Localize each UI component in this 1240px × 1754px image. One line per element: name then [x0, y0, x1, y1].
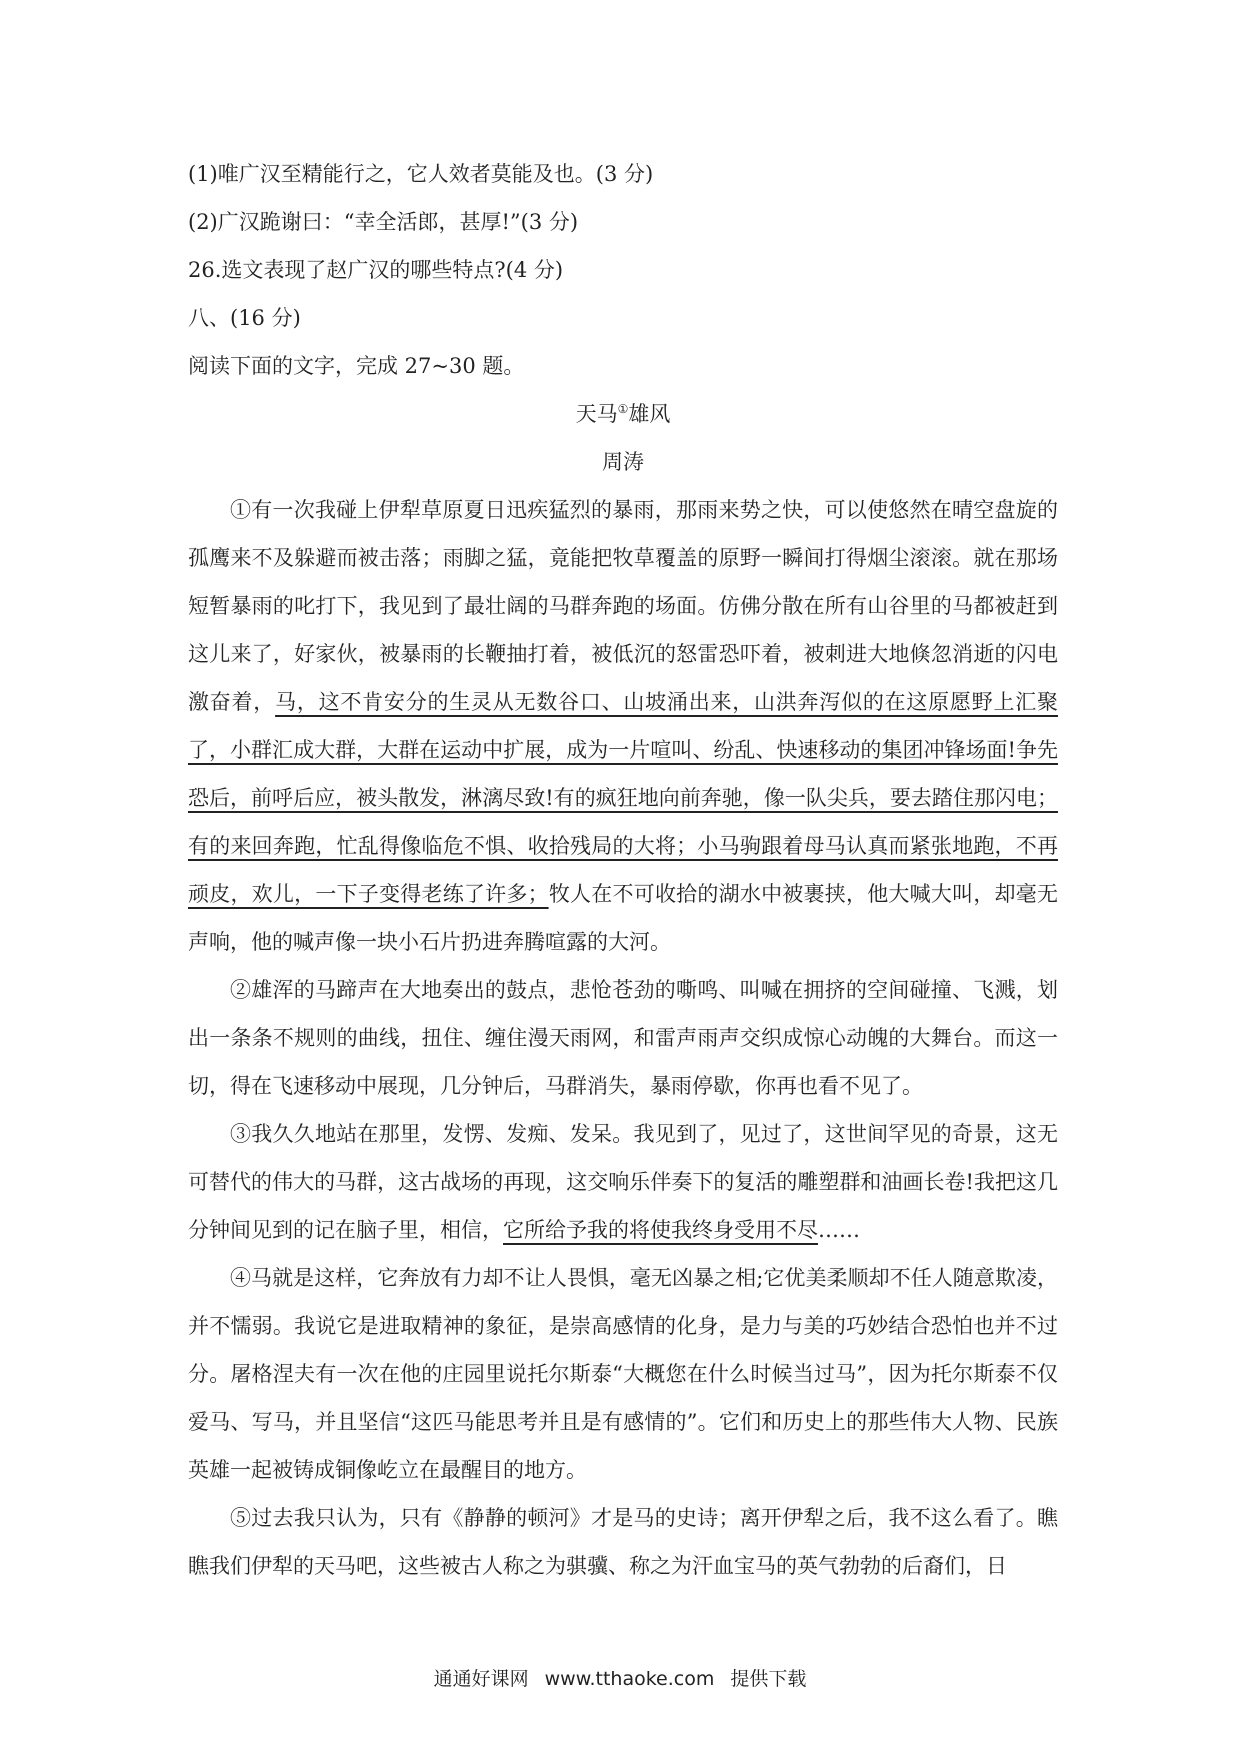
paragraph-3 — [188, 1110, 1058, 1254]
article-title-footnote-mark: ① — [617, 402, 629, 416]
document-page — [188, 150, 1058, 1590]
paragraph-4: ④马就是这样，它奔放有力却不让人畏惧，毫无凶暴之相;它优美柔顺却不任人随意欺凌，并不懦弱。我说它是进取精神的象征，是崇高感情的化身，是力与美的巧妙结合恐怕也并不过分。屠格涅夫有一次在他的庄园里说托尔斯泰“大概您在什么时候当过马”，因为托尔斯泰不仅爱马、写马，并且坚信“这匹马能思考并且是有感情的”。它们和历史上的那些伟大人物、民族英雄一起被铸成铜像屹立在最醒目的地方。 — [188, 1266, 1058, 1482]
paragraph-3-underlined: 它所给予我的将使我终身受用不尽 — [503, 1218, 818, 1242]
question-26: 26.选文表现了赵广汉的哪些特点?(4 分) — [188, 258, 564, 282]
paragraph-3-text-a: ③我久久地站在那里，发愣、发痴、发呆。我见到了，见过了，这世间罕见的奇景，这无可替代的伟大的马群，这古战场的再现，这交响乐伴奏下的复活的雕塑群和油画长卷!我把这几分钟间见到的记在脑子里，相信， — [188, 1122, 1058, 1242]
page-footer — [0, 1664, 1240, 1691]
paragraph-1 — [188, 486, 1058, 966]
section-instruction: 阅读下面的文字，完成 27~30 题。 — [188, 354, 525, 378]
article-author: 周涛 — [602, 450, 644, 474]
paragraph-1-text-b: 牧人在不可收拾的湖水中被裹挟，他大喊大叫，却毫无声响，他的喊声像一块小石片扔进奔腾喧露的大河。 — [188, 882, 1059, 954]
article-title — [188, 390, 1058, 438]
paragraph-5: ⑤过去我只认为，只有《静静的顿河》才是马的史诗；离开伊犁之后，我不这么看了。瞧瞧我们伊犁的天马吧，这些被古人称之为骐骥、称之为汗血宝马的英气勃勃的后裔们，日 — [188, 1506, 1058, 1578]
question-25-2: (2)广汉跪谢曰：“幸全活郎，甚厚!”(3 分) — [188, 210, 579, 234]
footer-url: www.tthaoke.com — [544, 1668, 715, 1690]
question-25-1: (1)唯广汉至精能行之，它人效者莫能及也。(3 分) — [188, 162, 654, 186]
footer-note: 提供下载 — [730, 1668, 807, 1690]
section-heading: 八、(16 分) — [188, 306, 301, 330]
paragraph-1-text-a: ①有一次我碰上伊犁草原夏日迅疾猛烈的暴雨，那雨来势之快，可以使悠然在晴空盘旋的孤鹰来不及躲避而被击落；雨脚之猛，竟能把牧草覆盖的原野一瞬间打得烟尘滚滚。就在那场短暂暴雨的叱打下，我见到了最壮阔的马群奔跑的场面。仿佛分散在所有山谷里的马都被赶到这儿来了，好家伙，被暴雨的长鞭抽打着，被低沉的怒雷恐吓着，被刺进大地倏忽消逝的闪电激奋着， — [188, 498, 1058, 714]
paragraph-1-underlined: 马，这不肯安分的生灵从无数谷口、山坡涌出来，山洪奔泻似的在这原愿野上汇聚了，小群汇成大群，大群在运动中扩展，成为一片喧叫、纷乱、快速移动的集团冲锋场面!争先恐后，前呼后应，被头散发，淋漓尽致!有的疯狂地向前奔驰，像一队尖兵，要去踏住那闪电；有的来回奔跑，忙乱得像临危不惧、收拾残局的大将；小马驹跟着母马认真而紧张地跑，不再顽皮，欢儿，一下子变得老练了许多； — [188, 690, 1058, 906]
article-title-post: 雄风 — [628, 402, 671, 426]
paragraph-2: ②雄浑的马蹄声在大地奏出的鼓点，悲怆苍劲的嘶鸣、叫喊在拥挤的空间碰撞、飞溅，划出一条条不规则的曲线，扭住、缠住漫天雨网，和雷声雨声交织成惊心动魄的大舞台。而这一切，得在飞速移动中展现，几分钟后，马群消失，暴雨停歇，你再也看不见了。 — [188, 978, 1058, 1098]
article-title-pre: 天马 — [575, 402, 618, 426]
footer-site-name: 通通好课网 — [433, 1668, 529, 1690]
paragraph-3-text-b: …… — [818, 1218, 860, 1242]
